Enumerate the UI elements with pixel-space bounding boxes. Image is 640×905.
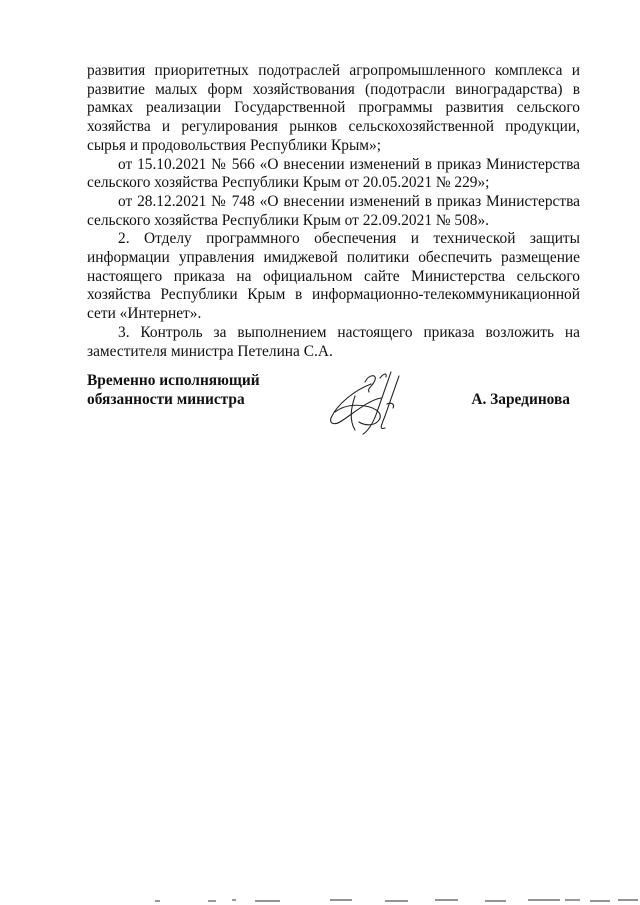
signatory-title — [87, 371, 260, 409]
document-body — [87, 62, 580, 361]
signatory-name: А. Зарединова — [471, 391, 570, 408]
signatory-title-line-1: Временно исполняющий — [87, 372, 260, 389]
paragraph-order-748: от 28.12.2021 № 748 «О внесении изменений в приказ Министерства сельского хозяйства Республики Крым от 22.09.2021 № 508». — [87, 192, 580, 229]
signatory-title-line-2: обязанности министра — [87, 391, 245, 408]
scan-edge-marks — [140, 894, 640, 904]
handwritten-signature — [325, 368, 405, 438]
paragraph-continuation: развития приоритетных подотраслей агропромышленного комплекса и развитие малых форм хозяйствования (подотрасли виноградарства) в рамках реализации Государственной программы развития сельского хозяйства и регулирования рынков сельскохозяйственной продукции, сырья и продовольствия Республики Крым»; — [87, 62, 580, 154]
paragraph-item-2: 2. Отделу программного обеспечения и технической защиты информации управления имиджевой политики обеспечить размещение настоящего приказа на официальном сайте Министерства сельского хозяйства Республики Крым в информационно-телекоммуникационной сети «Интернет». — [87, 230, 580, 323]
paragraph-order-566: от 15.10.2021 № 566 «О внесении изменений в приказ Министерства сельского хозяйства Республики Крым от 20.05.2021 № 229»; — [87, 155, 580, 192]
paragraph-item-3: 3. Контроль за выполнением настоящего приказа возложить на заместителя министра Петелина С.А. — [87, 323, 580, 360]
